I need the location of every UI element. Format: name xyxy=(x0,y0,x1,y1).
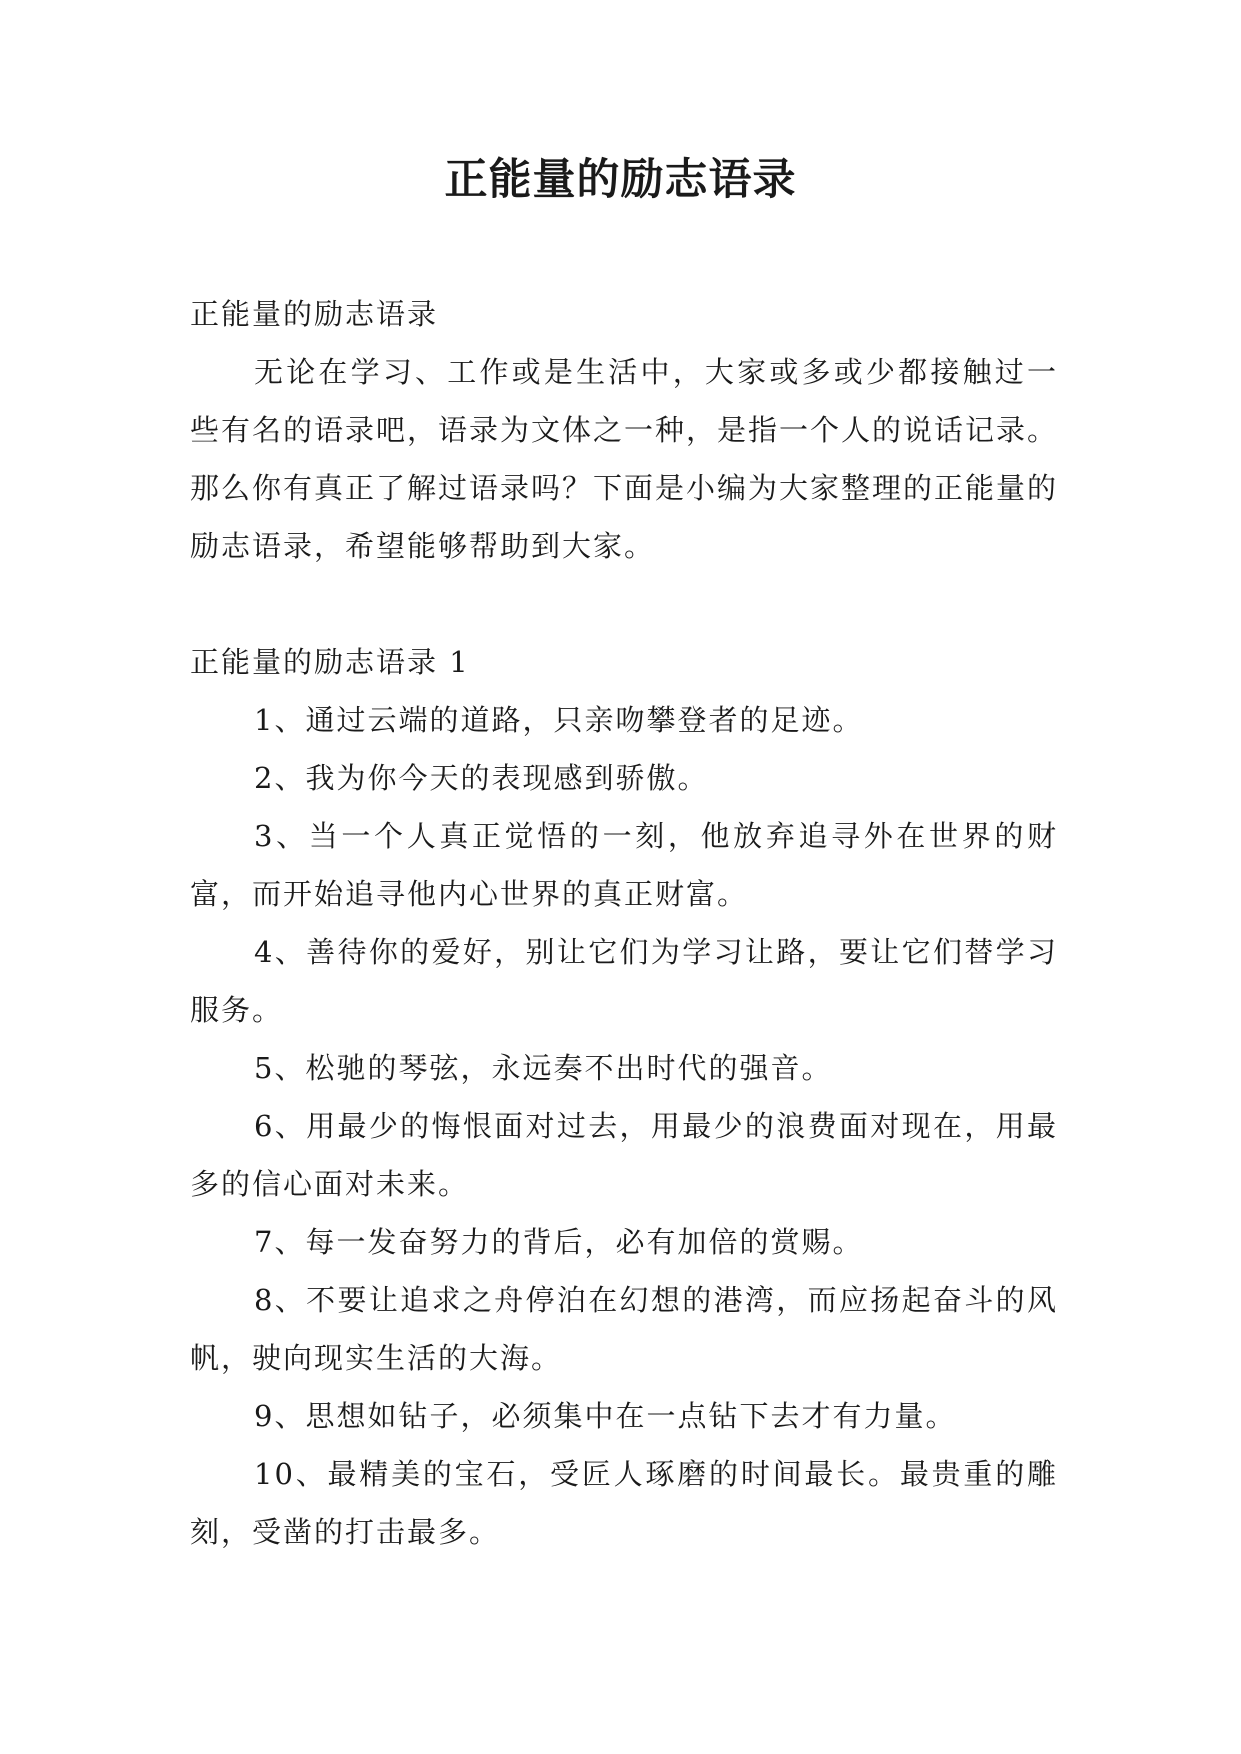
quote-item: 8、不要让追求之舟停泊在幻想的港湾，而应扬起奋斗的风帆，驶向现实生活的大海。 xyxy=(190,1283,1058,1375)
document-title: 正能量的励志语录 xyxy=(444,155,797,205)
quote-item: 3、当一个人真正觉悟的一刻，他放弃追寻外在世界的财富，而开始追寻他内心世界的真正财富。 xyxy=(190,819,1058,911)
document-body xyxy=(190,285,1058,1561)
quote-item: 1、通过云端的道路，只亲吻攀登者的足迹。 xyxy=(254,703,864,737)
quote-item: 10、最精美的宝石，受匠人琢磨的时间最长。最贵重的雕刻，受凿的打击最多。 xyxy=(190,1457,1058,1549)
quote-item: 2、我为你今天的表现感到骄傲。 xyxy=(254,761,709,795)
intro-paragraph: 无论在学习、工作或是生活中，大家或多或少都接触过一些有名的语录吧，语录为文体之一种，是指一个人的说话记录。那么你有真正了解过语录吗？下面是小编为大家整理的正能量的励志语录，希望能够帮助到大家。 xyxy=(190,355,1059,563)
quote-item: 5、松驰的琴弦，永远奏不出时代的强音。 xyxy=(254,1051,833,1085)
subtitle: 正能量的励志语录 xyxy=(190,297,439,331)
section-heading: 正能量的励志语录 1 xyxy=(190,645,470,679)
quote-item: 9、思想如钻子，必须集中在一点钻下去才有力量。 xyxy=(254,1399,957,1433)
quote-item: 4、善待你的爱好，别让它们为学习让路，要让它们替学习服务。 xyxy=(190,935,1058,1027)
quote-item: 6、用最少的悔恨面对过去，用最少的浪费面对现在，用最多的信心面对未来。 xyxy=(190,1109,1058,1201)
quote-item: 7、每一发奋努力的背后，必有加倍的赏赐。 xyxy=(254,1225,864,1259)
section-spacer xyxy=(190,575,1058,633)
